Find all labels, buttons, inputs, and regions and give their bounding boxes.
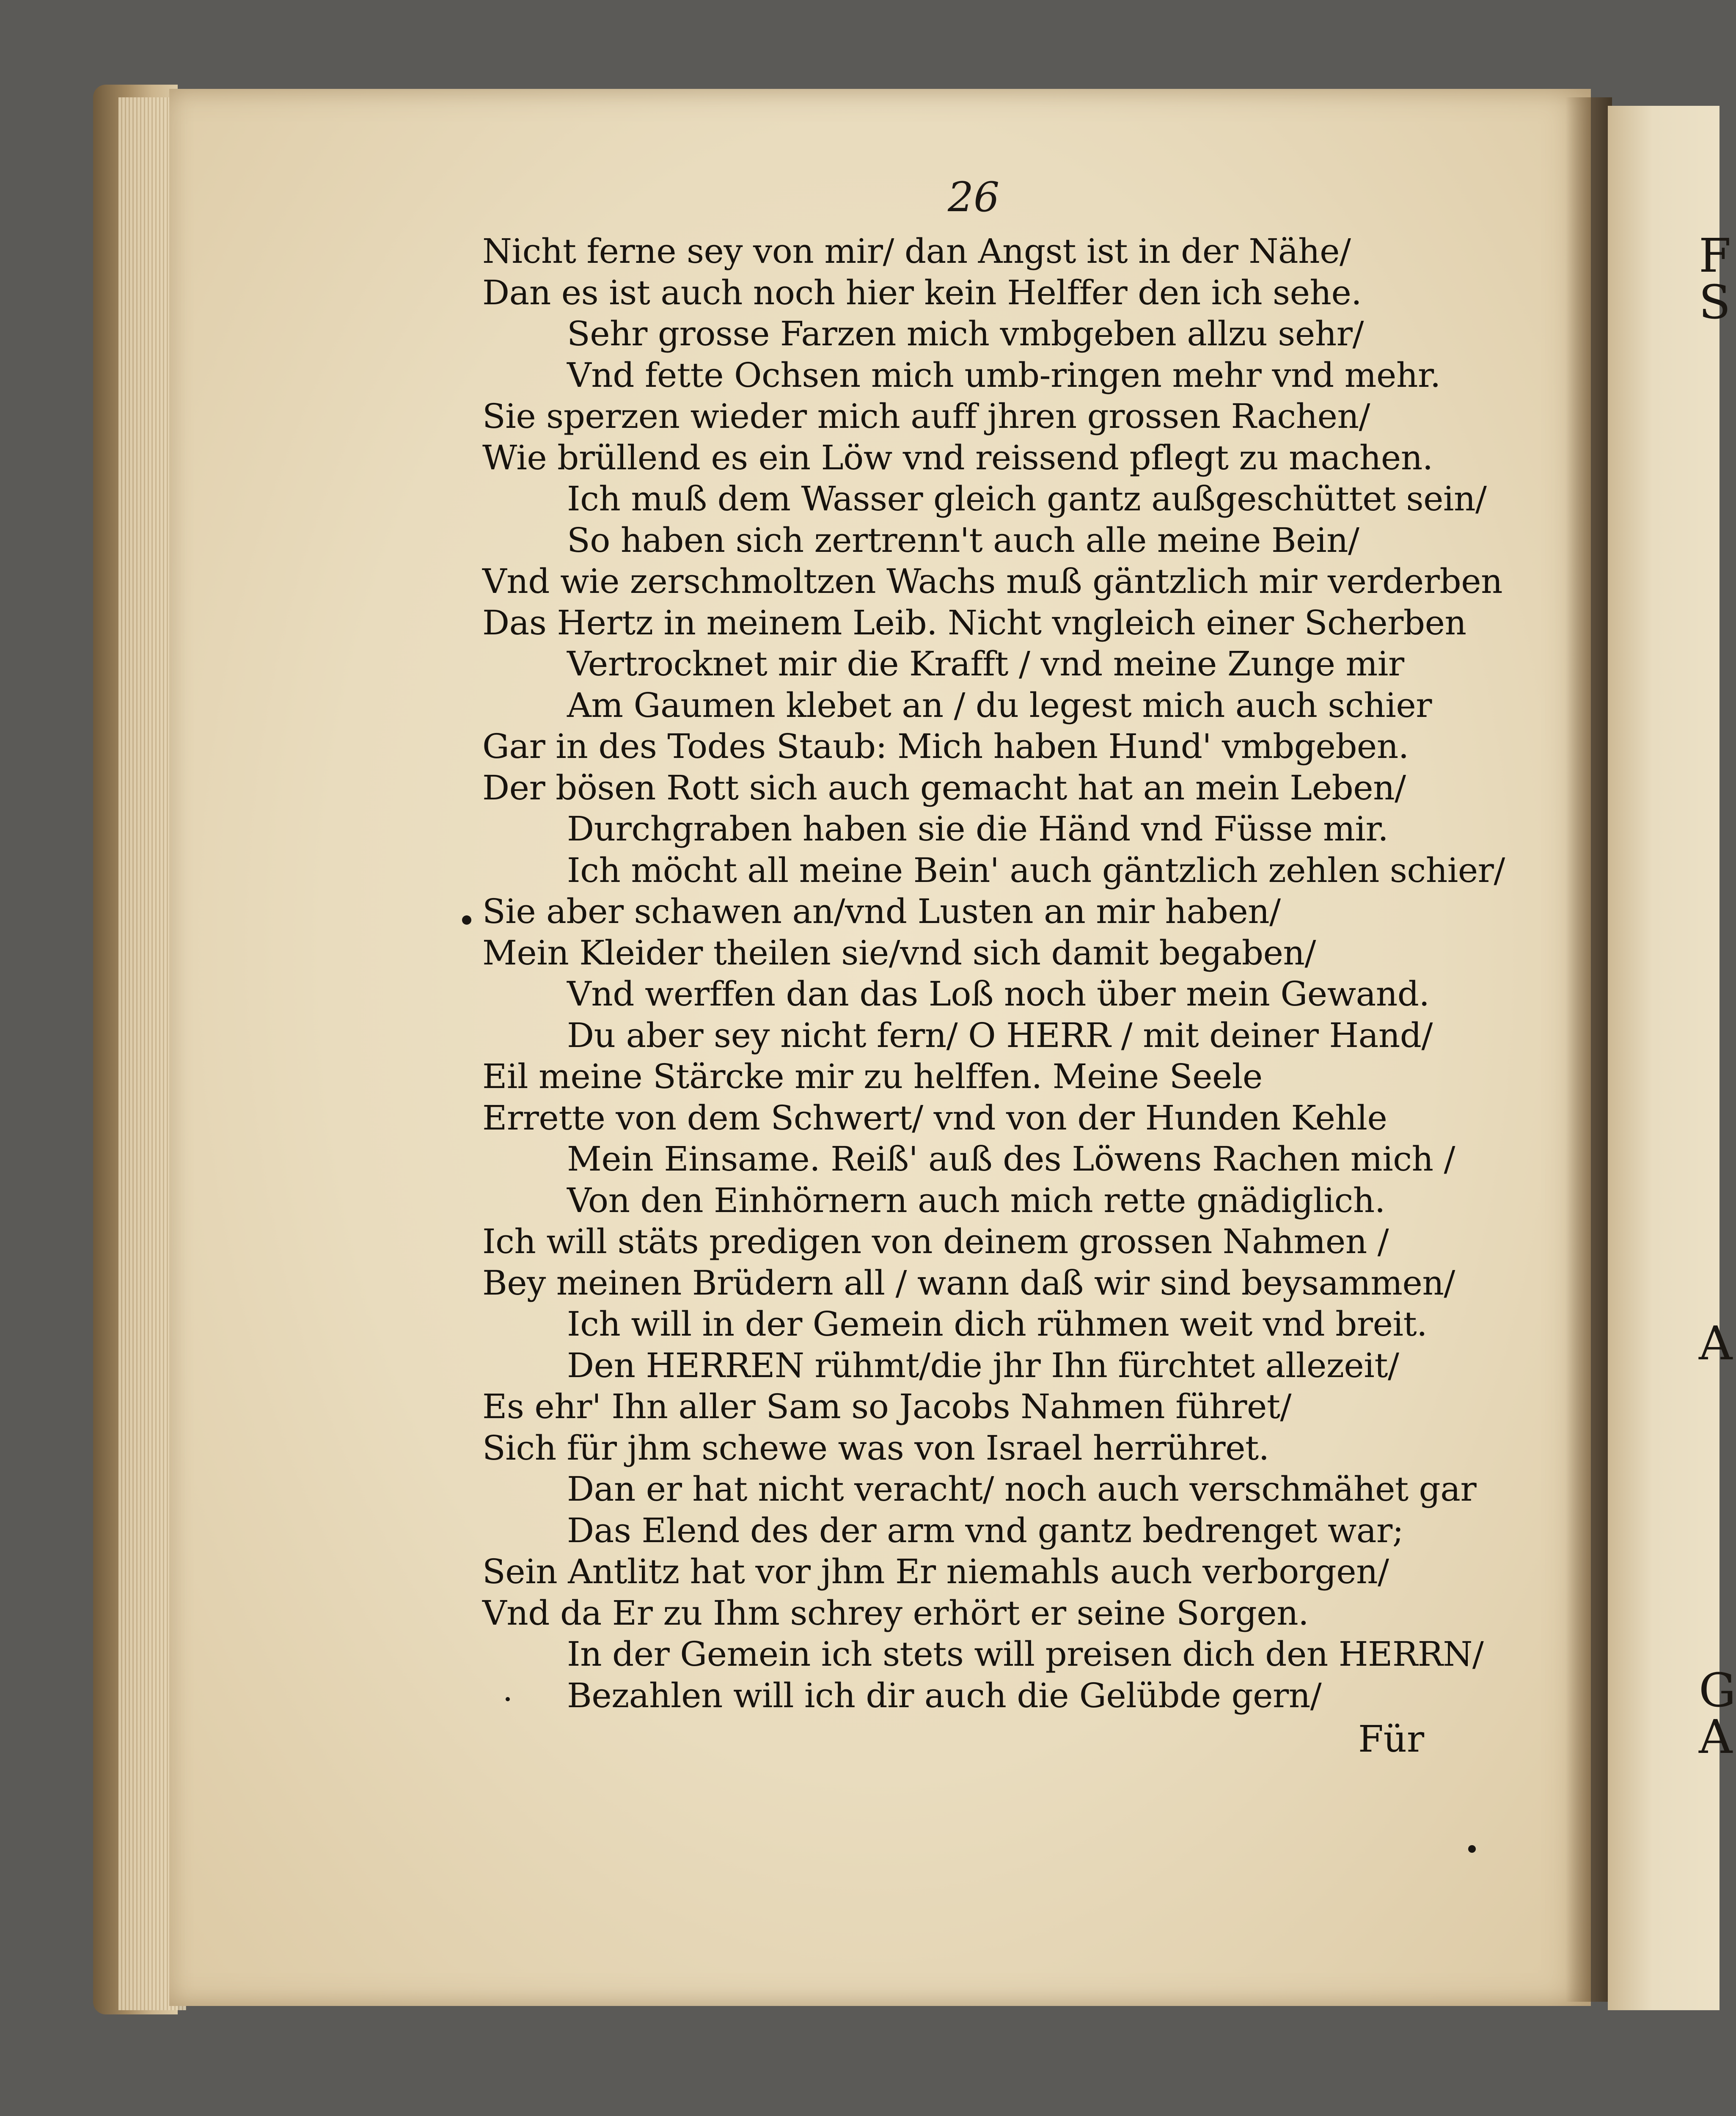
text-line: Von den Einhörnern auch mich rette gnädiglich. [567,1180,1385,1220]
text-line: Vertrocknet mir die Krafft / vnd meine Zunge mir [567,644,1404,683]
right-page-fragment [1608,106,1736,2010]
text-line: Dan es ist auch noch hier kein Helffer den ich sehe. [482,273,1362,312]
text-line: Errette von dem Schwert/ vnd von der Hunden Kehle [482,1098,1387,1138]
right-page-glyph: A [1699,1316,1733,1370]
text-line: Vnd fette Ochsen mich umb-ringen mehr vnd mehr. [567,355,1441,395]
text-line: Ich will stäts predigen von deinem grossen Nahmen / [482,1222,1389,1261]
text-line: Dan er hat nicht veracht/ noch auch verschmähet gar [567,1469,1477,1509]
text-line: Sein Antlitz hat vor jhm Er niemahls auch verborgen/ [482,1552,1389,1591]
text-line: Das Hertz in meinem Leib. Nicht vngleich einer Scherben [482,603,1466,642]
text-line: Sehr grosse Farzen mich vmbgeben allzu sehr/ [567,314,1364,353]
text-line: Nicht ferne sey von mir/ dan Angst ist in der Nähe/ [482,231,1351,271]
text-line: Mein Einsame. Reiß' auß des Löwens Rachen mich / [567,1139,1455,1179]
text-line: Mein Kleider theilen sie/vnd sich damit begaben/ [482,933,1316,973]
text-line: Ich möcht all meine Bein' auch gäntzlich zehlen schier/ [567,850,1505,890]
catchword: Für [1358,1718,1425,1761]
right-page-glyph: F [1699,229,1731,283]
text-line: Sie sperzen wieder mich auff jhren grossen Rachen/ [482,397,1370,436]
right-page-glyph: G [1699,1663,1736,1717]
text-line: Vnd werffen dan das Loß noch über mein Gewand. [567,974,1430,1014]
ink-speck [462,915,471,925]
text-line: Sich für jhm schewe was von Israel herrühret. [482,1428,1269,1468]
text-line: Bey meinen Brüdern all / wann daß wir sind beysammen/ [482,1263,1455,1303]
text-line: In der Gemein ich stets will preisen dich den HERRN/ [567,1634,1484,1674]
text-line: Am Gaumen klebet an / du legest mich auch schier [567,685,1432,725]
text-line: Vnd da Er zu Ihm schrey erhört er seine Sorgen. [482,1593,1309,1633]
text-line: Wie brüllend es ein Löw vnd reissend pflegt zu machen. [482,438,1433,477]
poem-text-block [482,231,1505,1716]
text-line: Ich will in der Gemein dich rühmen weit vnd breit. [567,1304,1428,1344]
text-line: Vnd wie zerschmoltzen Wachs muß gäntzlich mir verderben [482,562,1503,601]
text-line: Der bösen Rott sich auch gemacht hat an mein Leben/ [482,768,1406,807]
text-line: Ich muß dem Wasser gleich gantz außgeschüttet sein/ [567,479,1487,518]
text-line: So haben sich zertrenn't auch alle meine Bein/ [567,520,1359,560]
book-gutter [1565,97,1612,2002]
page-number: 26 [948,174,1000,221]
text-line: Eil meine Stärcke mir zu helffen. Meine Seele [482,1057,1263,1096]
text-line: Gar in des Todes Staub: Mich haben Hund' vmbgeben. [482,727,1409,766]
text-line: Durchgraben haben sie die Händ vnd Füsse mir. [567,809,1389,849]
text-line: Sie aber schawen an/vnd Lusten an mir haben/ [482,892,1281,931]
ink-speck [1468,1845,1476,1853]
ink-speck [506,1697,510,1701]
right-page-glyph: S [1699,275,1731,329]
text-line: Das Elend des der arm vnd gantz bedrenget war; [567,1510,1404,1550]
text-line: Den HERREN rühmt/die jhr Ihn fürchtet allezeit/ [567,1345,1399,1385]
text-line: Du aber sey nicht fern/ O HERR / mit deiner Hand/ [567,1015,1433,1055]
right-page-glyph: A [1699,1710,1733,1764]
text-line: Es ehr' Ihn aller Sam so Jacobs Nahmen führet/ [482,1387,1291,1426]
text-line: Bezahlen will ich dir auch die Gelübde gern/ [567,1675,1322,1715]
